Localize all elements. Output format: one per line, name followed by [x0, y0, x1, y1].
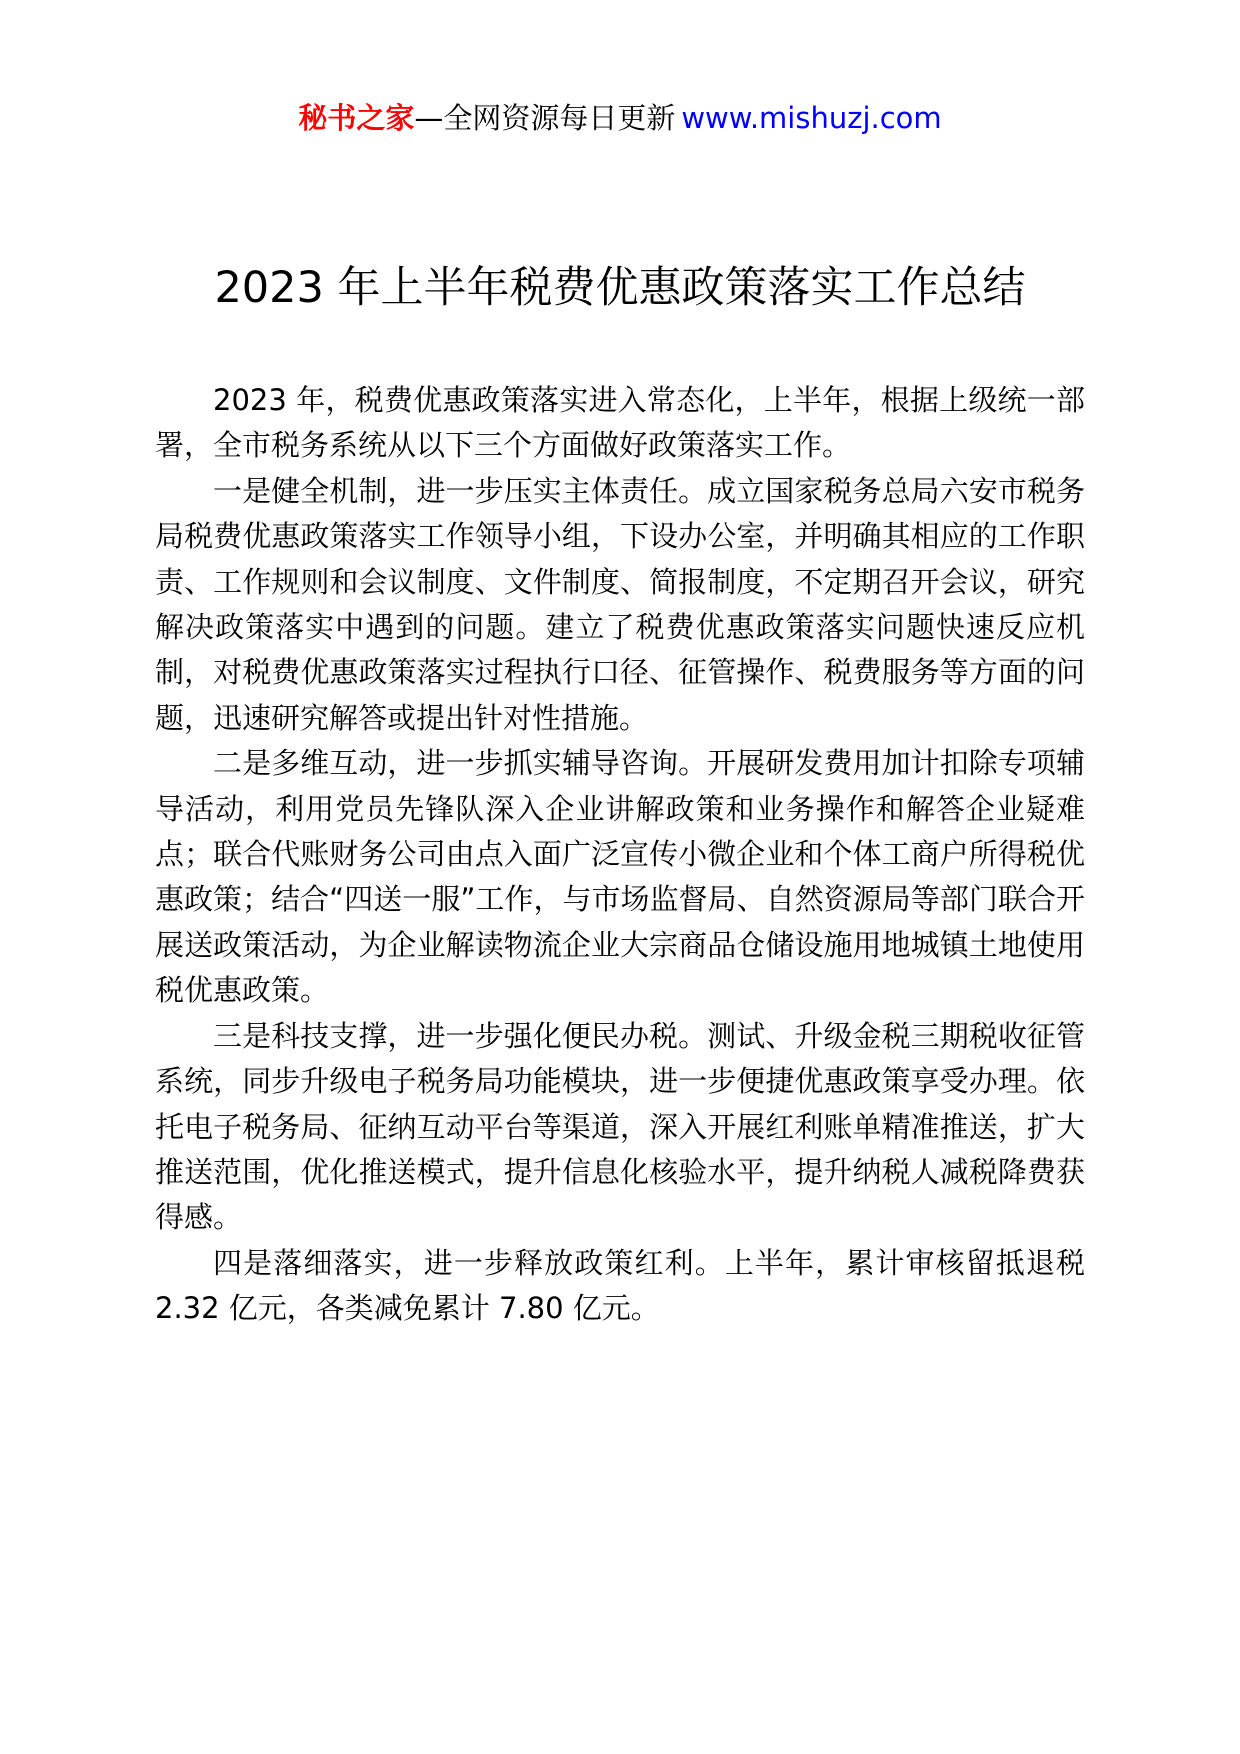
paragraph-mechanism: 一是健全机制，进一步压实主体责任。成立国家税务总局六安市税务局税费优惠政策落实工作领导小组，下设办公室，并明确其相应的工作职责、工作规则和会议制度、文件制度、简报制度，不定期召开会议，研究解决政策落实中遇到的问题。建立了税费优惠政策落实问题快速反应机制，对税费优惠政策落实过程执行口径、征管操作、税费服务等方面的问题，迅速研究解答或提出针对性措施。: [155, 473, 1085, 735]
site-url-link[interactable]: www.mishuzj.com: [681, 101, 942, 135]
paragraph-intro: 2023 年，税费优惠政策落实进入常态化，上半年，根据上级统一部署，全市税务系统从以下三个方面做好政策落实工作。: [155, 383, 1085, 463]
site-header: [0, 98, 1240, 138]
paragraph-implementation: 四是落细落实，进一步释放政策红利。上半年，累计审核留抵退税 2.32 亿元，各类减免累计 7.80 亿元。: [155, 1245, 1085, 1326]
site-name: 秘书之家: [298, 101, 415, 135]
document-title: 2023 年上半年税费优惠政策落实工作总结: [214, 263, 1026, 313]
document-body: [155, 378, 1085, 1332]
paragraph-technology: 三是科技支撑，进一步强化便民办税。测试、升级金税三期税收征管系统，同步升级电子税务局功能模块，进一步便捷优惠政策享受办理。依托电子税务局、征纳互动平台等渠道，深入开展红利账单精准推送，扩大推送范围，优化推送模式，提升信息化核验水平，提升纳税人减税降费获得感。: [155, 1018, 1085, 1235]
site-tagline: —全网资源每日更新: [414, 101, 676, 135]
paragraph-interaction: 二是多维互动，进一步抓实辅导咨询。开展研发费用加计扣除专项辅导活动，利用党员先锋队深入企业讲解政策和业务操作和解答企业疑难点；联合代账财务公司由点入面广泛宣传小微企业和个体工商户所得税优惠政策；结合“四送一服”工作，与市场监督局、自然资源局等部门联合开展送政策活动，为企业解读物流企业大宗商品仓储设施用地城镇土地使用税优惠政策。: [155, 746, 1085, 1008]
